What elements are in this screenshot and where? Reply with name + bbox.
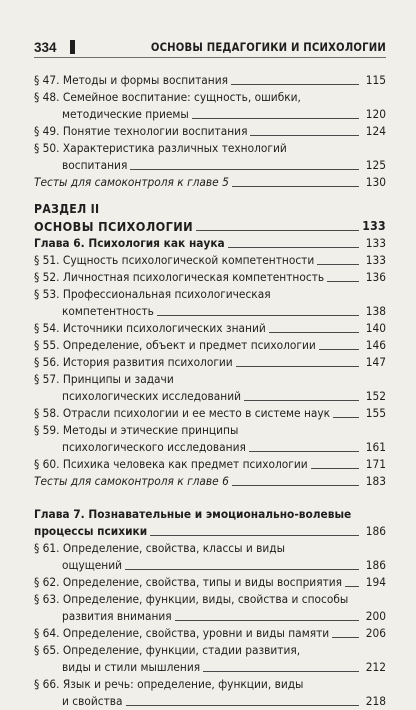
- toc-entry-line: [34, 218, 386, 235]
- leader-line: [203, 671, 359, 672]
- toc-entry-line: [34, 320, 386, 337]
- toc-entry-text: РАЗДЕЛ II: [34, 202, 100, 216]
- toc-page-number: 200: [365, 609, 386, 623]
- toc-entry-text: ощущений: [62, 558, 123, 572]
- toc-entry-line: [34, 557, 386, 574]
- toc-entry-line: [34, 174, 386, 191]
- toc-entry-line: [34, 405, 386, 422]
- toc-entry-line: [34, 235, 386, 252]
- toc-entry-text: § 49. Понятие технологии воспитания: [34, 124, 248, 138]
- toc-entry-line: [34, 123, 386, 140]
- toc-entry-text: воспитания: [62, 158, 128, 172]
- toc-entry-line: [34, 506, 386, 523]
- toc-page-number: 140: [365, 321, 386, 335]
- toc-page-number: 133: [365, 253, 386, 267]
- toc-paragraph-entry: [34, 676, 386, 710]
- toc-entry-text: § 56. История развития психологии: [34, 355, 233, 369]
- toc-entry-text: Глава 6. Психология как наука: [34, 236, 225, 250]
- toc-paragraph-entry: [34, 72, 386, 89]
- toc-paragraph-entry: [34, 252, 386, 269]
- toc-page-number: 133: [362, 219, 386, 233]
- toc-paragraph-entry: [34, 625, 386, 642]
- toc-entry-text: § 59. Методы и этические принципы: [34, 423, 239, 437]
- toc-test-entry: [34, 174, 386, 191]
- toc-entry-text: § 52. Личностная психологическая компетентность: [34, 270, 325, 284]
- toc-entry-text: виды и стили мышления: [62, 660, 201, 674]
- toc-page-number: 161: [365, 440, 386, 454]
- toc-page-number: 124: [365, 124, 386, 138]
- toc-section-title: [34, 218, 386, 235]
- toc-paragraph-entry: [34, 354, 386, 371]
- toc-entry-line: [34, 106, 386, 123]
- header-rule: [34, 57, 386, 58]
- toc-entry-text: § 51. Сущность психологической компетентности: [34, 253, 315, 267]
- toc-entry-line: [34, 388, 386, 405]
- leader-line: [333, 417, 359, 418]
- toc-paragraph-entry: [34, 123, 386, 140]
- toc-entry-text: компетентность: [62, 304, 154, 318]
- toc-entry-text: и свойства: [62, 694, 123, 708]
- spacer: [34, 490, 386, 506]
- toc-page-number: 133: [365, 236, 386, 250]
- spacer: [34, 191, 386, 201]
- toc-paragraph-entry: [34, 337, 386, 354]
- toc-entry-text: § 66. Язык и речь: определение, функции, виды: [34, 677, 304, 691]
- toc-paragraph-entry: [34, 371, 386, 405]
- toc-page-number: 146: [365, 338, 386, 352]
- leader-line: [244, 400, 359, 401]
- toc-entry-line: [34, 140, 386, 157]
- toc-page-number: 171: [365, 457, 386, 471]
- toc-paragraph-entry: [34, 269, 386, 286]
- toc-page-number: 120: [365, 107, 386, 121]
- leader-line: [231, 84, 359, 85]
- leader-line: [150, 535, 359, 536]
- toc-test-entry: [34, 473, 386, 490]
- toc-page-number: 136: [365, 270, 386, 284]
- leader-line: [319, 349, 359, 350]
- toc-paragraph-entry: [34, 540, 386, 574]
- toc-entry-line: [34, 659, 386, 676]
- toc-paragraph-entry: [34, 140, 386, 174]
- toc-paragraph-entry: [34, 89, 386, 123]
- toc-page-number: 194: [365, 575, 386, 589]
- toc-paragraph-entry: [34, 405, 386, 422]
- toc-entry-text: § 57. Принципы и задачи: [34, 372, 174, 386]
- table-of-contents: [34, 72, 386, 710]
- toc-entry-line: [34, 693, 386, 710]
- toc-chapter-entry: [34, 235, 386, 252]
- leader-line: [269, 332, 359, 333]
- toc-entry-line: [34, 676, 386, 693]
- toc-entry-line: [34, 371, 386, 388]
- toc-entry-line: [34, 286, 386, 303]
- toc-page-number: 152: [365, 389, 386, 403]
- leader-line: [157, 315, 359, 316]
- toc-entry-line: [34, 72, 386, 89]
- leader-line: [250, 135, 359, 136]
- leader-line: [327, 281, 359, 282]
- toc-entry-text: ОСНОВЫ ПСИХОЛОГИИ: [34, 219, 194, 234]
- toc-entry-text: Тесты для самоконтроля к главе 6: [34, 474, 229, 488]
- toc-page-number: 155: [365, 406, 386, 420]
- toc-entry-text: § 54. Источники психологических знаний: [34, 321, 266, 335]
- toc-entry-text: § 48. Семейное воспитание: сущность, ошибки,: [34, 90, 301, 104]
- toc-entry-line: [34, 625, 386, 642]
- toc-entry-line: [34, 574, 386, 591]
- toc-entry-text: § 63. Определение, функции, виды, свойства и способы: [34, 592, 349, 606]
- toc-page-number: 206: [365, 626, 386, 640]
- toc-entry-text: § 47. Методы и формы воспитания: [34, 73, 229, 87]
- toc-entry-line: [34, 337, 386, 354]
- leader-line: [232, 186, 359, 187]
- toc-paragraph-entry: [34, 642, 386, 676]
- toc-entry-line: [34, 354, 386, 371]
- leader-line: [196, 230, 359, 231]
- leader-line: [345, 586, 359, 587]
- toc-entry-line: [34, 456, 386, 473]
- toc-entry-line: [34, 269, 386, 286]
- toc-entry-line: [34, 201, 386, 218]
- toc-entry-text: психологического исследования: [62, 440, 246, 454]
- toc-entry-line: [34, 157, 386, 174]
- toc-entry-text: Глава 7. Познавательные и эмоционально-волевые: [34, 507, 352, 521]
- running-title: ОСНОВЫ ПЕДАГОГИКИ И ПСИХОЛОГИИ: [150, 41, 386, 54]
- toc-entry-text: процессы психики: [34, 524, 148, 538]
- toc-paragraph-entry: [34, 422, 386, 456]
- toc-page-number: 186: [365, 524, 386, 538]
- toc-entry-text: § 58. Отрасли психологии и ее место в системе наук: [34, 406, 331, 420]
- toc-page-number: 147: [365, 355, 386, 369]
- header-bar: [70, 40, 75, 54]
- toc-page-number: 130: [365, 175, 386, 189]
- leader-line: [125, 569, 359, 570]
- toc-page-number: 212: [365, 660, 386, 674]
- toc-entry-text: § 53. Профессиональная психологическая: [34, 287, 271, 301]
- toc-entry-text: методические приемы: [62, 107, 189, 121]
- toc-page-number: 186: [365, 558, 386, 572]
- toc-entry-text: § 50. Характеристика различных технологий: [34, 141, 287, 155]
- leader-line: [126, 705, 359, 706]
- toc-chapter-entry: [34, 506, 386, 540]
- toc-entry-text: § 55. Определение, объект и предмет психологии: [34, 338, 316, 352]
- toc-entry-text: § 60. Психика человека как предмет психологии: [34, 457, 308, 471]
- toc-entry-line: [34, 439, 386, 456]
- toc-entry-line: [34, 252, 386, 269]
- toc-paragraph-entry: [34, 591, 386, 625]
- leader-line: [228, 247, 359, 248]
- toc-entry-line: [34, 591, 386, 608]
- toc-page-number: 115: [365, 73, 386, 87]
- leader-line: [192, 118, 359, 119]
- leader-line: [236, 366, 359, 367]
- toc-entry-text: психологических исследований: [62, 389, 241, 403]
- toc-entry-line: [34, 540, 386, 557]
- toc-paragraph-entry: [34, 320, 386, 337]
- leader-line: [311, 468, 359, 469]
- toc-entry-line: [34, 523, 386, 540]
- toc-entry-line: [34, 608, 386, 625]
- page-header: [34, 38, 386, 60]
- leader-line: [317, 264, 359, 265]
- leader-line: [232, 485, 359, 486]
- toc-page-number: 218: [365, 694, 386, 708]
- toc-page-number: 138: [365, 304, 386, 318]
- toc-entry-text: § 62. Определение, свойства, типы и виды восприятия: [34, 575, 343, 589]
- page-number: 334: [34, 40, 57, 55]
- leader-line: [175, 620, 359, 621]
- toc-page-number: 183: [365, 474, 386, 488]
- toc-paragraph-entry: [34, 456, 386, 473]
- leader-line: [130, 169, 359, 170]
- toc-page-number: 125: [365, 158, 386, 172]
- toc-entry-text: § 61. Определение, свойства, классы и виды: [34, 541, 286, 555]
- toc-entry-line: [34, 422, 386, 439]
- toc-entry-line: [34, 642, 386, 659]
- toc-paragraph-entry: [34, 286, 386, 320]
- toc-entry-line: [34, 89, 386, 106]
- toc-section-label: [34, 201, 386, 218]
- leader-line: [332, 637, 359, 638]
- toc-entry-line: [34, 303, 386, 320]
- toc-entry-line: [34, 473, 386, 490]
- leader-line: [249, 451, 359, 452]
- toc-entry-text: § 65. Определение, функции, стадии развития,: [34, 643, 301, 657]
- toc-paragraph-entry: [34, 574, 386, 591]
- toc-entry-text: § 64. Определение, свойства, уровни и виды памяти: [34, 626, 330, 640]
- toc-entry-text: Тесты для самоконтроля к главе 5: [34, 175, 229, 189]
- toc-entry-text: развития внимания: [62, 609, 172, 623]
